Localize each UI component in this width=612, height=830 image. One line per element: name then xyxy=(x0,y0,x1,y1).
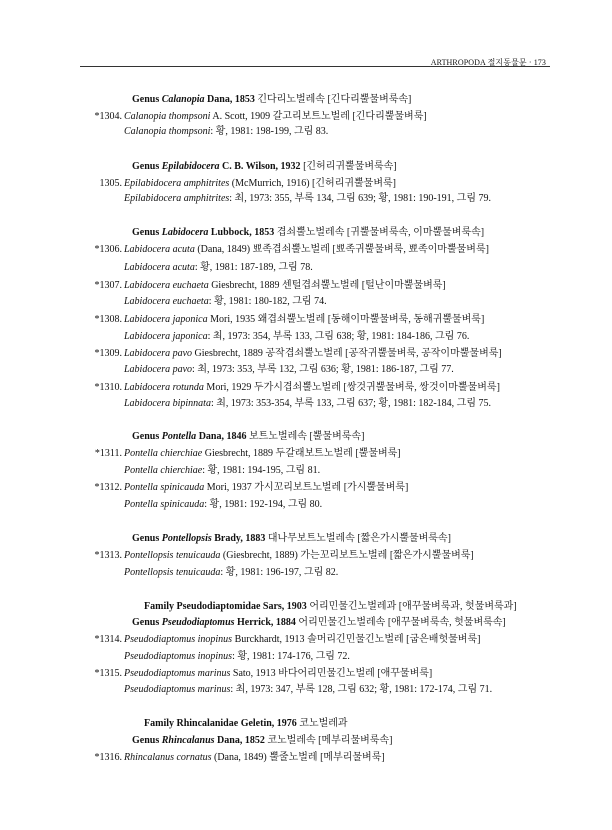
genus-label: Genus xyxy=(132,431,160,442)
entry-number: *1311. xyxy=(94,448,122,459)
species-korean: [긴허리귀뿔물벼룩] xyxy=(312,178,396,189)
species-author: A. Scott, 1909 xyxy=(212,111,271,122)
genus-author: C. B. Wilson, 1932 xyxy=(222,161,301,172)
reference-line xyxy=(124,262,313,274)
reference-line xyxy=(124,465,320,477)
species-author: Giesbrecht, 1889 xyxy=(204,448,274,459)
species-entry xyxy=(124,111,427,123)
entry-number: *1308. xyxy=(94,314,122,325)
genus-author: Brady, 1883 xyxy=(214,533,266,544)
ref-species: Labidocera acuta xyxy=(124,262,195,273)
species-entry xyxy=(124,280,446,292)
species-entry xyxy=(124,314,484,326)
entry-number: *1315. xyxy=(94,668,122,679)
ref-citation: : 최, 1973: 355, 부록 134, 그림 639; 황, 1981: 190-191, 그림 79. xyxy=(229,193,492,204)
species-author: (Giesbrecht, 1889) xyxy=(222,550,298,561)
species-korean: 솔머리긴민물긴노벌레 [굽은배헛물벼룩] xyxy=(307,634,481,645)
genus-heading xyxy=(132,161,397,173)
species-name: Pontella chierchiae xyxy=(124,448,203,459)
genus-name: Epilabidocera xyxy=(161,161,220,172)
ref-citation: : 최, 1973: 347, 부록 128, 그림 632; 황, 1981: 172-174, 그림 71. xyxy=(230,684,493,695)
ref-citation: : 황, 1981: 187-189, 그림 78. xyxy=(194,262,313,273)
species-korean: 뿔줄노벌레 [메부리물벼룩] xyxy=(269,752,385,763)
ref-species: Pseudodiaptomus marinus xyxy=(124,684,231,695)
reference-line xyxy=(124,567,338,579)
reference-line xyxy=(124,296,327,308)
species-name: Pseudodiaptomus marinus xyxy=(124,668,231,679)
species-author: (Dana, 1849) xyxy=(197,244,251,255)
family-korean: 코노벌레과 xyxy=(299,718,348,729)
ref-species: Pontella chierchiae xyxy=(124,465,203,476)
genus-korean: 긴다리노벌레속 [긴다리뿔물벼룩속] xyxy=(257,94,412,105)
family-heading xyxy=(144,718,348,730)
genus-heading xyxy=(132,617,506,629)
species-author: Sato, 1913 xyxy=(232,668,276,679)
species-name: Pseudodiaptomus inopinus xyxy=(124,634,233,645)
species-name: Labidocera rotunda xyxy=(124,382,204,393)
genus-name: Pontella xyxy=(161,431,197,442)
species-entry xyxy=(124,348,502,360)
entry-number: 1305. xyxy=(99,178,122,189)
genus-author: Dana, 1852 xyxy=(217,735,265,746)
entry-number: *1307. xyxy=(94,280,122,291)
genus-korean: 어리민물긴노벌레속 [애꾸물벼룩속, 헛물벼룩속] xyxy=(298,617,506,628)
species-name: Labidocera euchaeta xyxy=(124,280,209,291)
species-entry xyxy=(124,634,480,646)
species-name: Pontellopsis tenuicauda xyxy=(124,550,221,561)
ref-citation: : 황, 1981: 174-176, 그림 72. xyxy=(232,651,350,662)
family-author: Sars, 1903 xyxy=(262,601,307,612)
genus-name: Rhincalanus xyxy=(161,735,215,746)
family-korean: 어리민물긴노벌레과 [애꾸물벼룩과, 헛물벼룩과] xyxy=(309,601,517,612)
species-author: Mori, 1935 xyxy=(210,314,256,325)
ref-species: Pontellopsis tenuicauda xyxy=(124,567,221,578)
species-entry xyxy=(124,382,500,394)
family-label: Family xyxy=(144,718,174,729)
genus-korean: 겹쇠뿔노벌레속 [귀뿔물벼룩속, 이마뿔물벼룩속] xyxy=(276,227,485,238)
family-label: Family xyxy=(144,601,174,612)
genus-korean: 대나무보트노벌레속 [짧은가시뿔물벼룩속] xyxy=(267,533,451,544)
genus-korean: 코노벌레속 [메부리물벼룩속] xyxy=(267,735,393,746)
genus-author: Herrick, 1884 xyxy=(237,617,296,628)
ref-species: Labidocera japonica xyxy=(124,331,208,342)
reference-line xyxy=(124,651,350,663)
species-name: Epilabidocera amphitrites xyxy=(124,178,230,189)
genus-name: Calanopia xyxy=(161,94,205,105)
genus-author: Dana, 1853 xyxy=(207,94,255,105)
ref-species: Labidocera euchaeta xyxy=(124,296,209,307)
genus-name: Pseudodiaptomus xyxy=(161,617,235,628)
ref-citation: : 황, 1981: 198-199, 그림 83. xyxy=(210,126,329,137)
entry-number: *1313. xyxy=(94,550,122,561)
genus-korean: [긴허리귀뿔물벼룩속] xyxy=(303,161,397,172)
ref-citation: : 황, 1981: 196-197, 그림 82. xyxy=(220,567,339,578)
species-entry xyxy=(124,482,408,494)
species-korean: 갈고리보트노벌레 [긴다리뿔물벼룩] xyxy=(272,111,427,122)
entry-number: *1310. xyxy=(94,382,122,393)
ref-species: Labidocera bipinnata xyxy=(124,398,211,409)
family-author: Geletin, 1976 xyxy=(240,718,297,729)
entry-number: *1306. xyxy=(94,244,122,255)
species-author: Burckhardt, 1913 xyxy=(234,634,305,645)
family-heading xyxy=(144,601,517,613)
genus-label: Genus xyxy=(132,94,160,105)
species-author: (McMurrich, 1916) xyxy=(231,178,310,189)
species-entry xyxy=(124,752,385,764)
reference-line xyxy=(124,398,491,410)
species-author: (Dana, 1849) xyxy=(214,752,267,763)
species-korean: 센털겹쇠뿔노벌레 [털난이마뿔물벼룩] xyxy=(282,280,446,291)
reference-line xyxy=(124,126,328,138)
ref-citation: : 황, 1981: 192-194, 그림 80. xyxy=(204,499,323,510)
genus-label: Genus xyxy=(132,735,160,746)
ref-citation: : 최, 1973: 353-354, 부록 133, 그림 637; 황, 1981: 182-184, 그림 75. xyxy=(210,398,492,409)
genus-author: Lubbock, 1853 xyxy=(210,227,275,238)
ref-citation: : 황, 1981: 194-195, 그림 81. xyxy=(202,465,321,476)
entry-number: *1309. xyxy=(94,348,122,359)
species-entry xyxy=(124,244,489,256)
genus-heading xyxy=(132,735,392,747)
species-name: Calanopia thompsoni xyxy=(124,111,211,122)
species-korean: 뾰족겹쇠뿔노벌레 [뾰족귀뿔물벼룩, 뾰족이마뿔물벼룩] xyxy=(252,244,489,255)
ref-species: Pseudodiaptomus inopinus xyxy=(124,651,233,662)
species-author: Giesbrecht, 1889 xyxy=(194,348,263,359)
ref-citation: : 최, 1973: 354, 부록 133, 그림 638; 황, 1981: 184-186, 그림 76. xyxy=(207,331,470,342)
species-name: Pontella spinicauda xyxy=(124,482,205,493)
genus-label: Genus xyxy=(132,227,160,238)
species-name: Labidocera japonica xyxy=(124,314,208,325)
genus-korean: 보트노벌레속 [뿔물벼룩속] xyxy=(248,431,365,442)
species-author: Giesbrecht, 1889 xyxy=(211,280,280,291)
entry-number: *1314. xyxy=(94,634,122,645)
species-korean: 두갈래보트노벌레 [뿔물벼룩] xyxy=(275,448,401,459)
genus-name: Labidocera xyxy=(161,227,209,238)
genus-author: Dana, 1846 xyxy=(198,431,247,442)
entry-number: *1316. xyxy=(94,752,122,763)
family-name: Pseudodiaptomidae xyxy=(176,601,261,612)
species-name: Rhincalanus cornatus xyxy=(124,752,212,763)
species-entry xyxy=(124,178,396,190)
species-name: Labidocera acuta xyxy=(124,244,195,255)
species-name: Labidocera pavo xyxy=(124,348,193,359)
species-entry xyxy=(124,550,474,562)
genus-label: Genus xyxy=(132,161,160,172)
ref-citation: : 황, 1981: 180-182, 그림 74. xyxy=(208,296,327,307)
species-korean: 왜겹쇠뿔노벌레 [동해이마뿔물벼룩, 동해귀뿔물벼룩] xyxy=(257,314,485,325)
species-author: Mori, 1937 xyxy=(206,482,252,493)
entry-number: *1304. xyxy=(94,111,122,122)
species-korean: 두가시겹쇠뿔노벌레 [쌍것귀뿔물벼룩, 쌍것이마뿔물벼룩] xyxy=(253,382,500,393)
genus-heading xyxy=(132,431,364,443)
species-entry xyxy=(124,448,401,460)
reference-line xyxy=(124,193,491,205)
ref-species: Pontella spinicauda xyxy=(124,499,205,510)
species-korean: 가는꼬리보트노벌레 [짧은가시뿔물벼룩] xyxy=(300,550,474,561)
genus-name: Pontellopsis xyxy=(161,533,212,544)
ref-species: Epilabidocera amphitrites xyxy=(124,193,230,204)
species-entry xyxy=(124,668,432,680)
species-author: Mori, 1929 xyxy=(206,382,252,393)
species-korean: 바다어리민물긴노벌레 [애꾸물벼룩] xyxy=(278,668,433,679)
reference-line xyxy=(124,684,492,696)
ref-species: Calanopia thompsoni xyxy=(124,126,211,137)
reference-line xyxy=(124,499,322,511)
reference-line xyxy=(124,331,469,343)
family-name: Rhincalanidae xyxy=(176,718,239,729)
genus-label: Genus xyxy=(132,533,160,544)
reference-line xyxy=(124,364,454,376)
ref-species: Labidocera pavo xyxy=(124,364,193,375)
genus-heading xyxy=(132,533,451,545)
ref-citation: : 최, 1973: 353, 부록 132, 그림 636; 황, 1981: 186-187, 그림 77. xyxy=(192,364,454,375)
running-title: ARTHROPODA 절지동물문 · 173 xyxy=(430,58,546,67)
species-korean: 공작겹쇠뿔노벌레 [공작귀뿔물벼룩, 공작이마뿔물벼룩] xyxy=(265,348,502,359)
genus-heading xyxy=(132,227,484,239)
entry-number: *1312. xyxy=(94,482,122,493)
genus-heading xyxy=(132,94,411,106)
species-korean: 가시꼬리보트노벌레 [가시뿔물벼룩] xyxy=(254,482,409,493)
genus-label: Genus xyxy=(132,617,160,628)
